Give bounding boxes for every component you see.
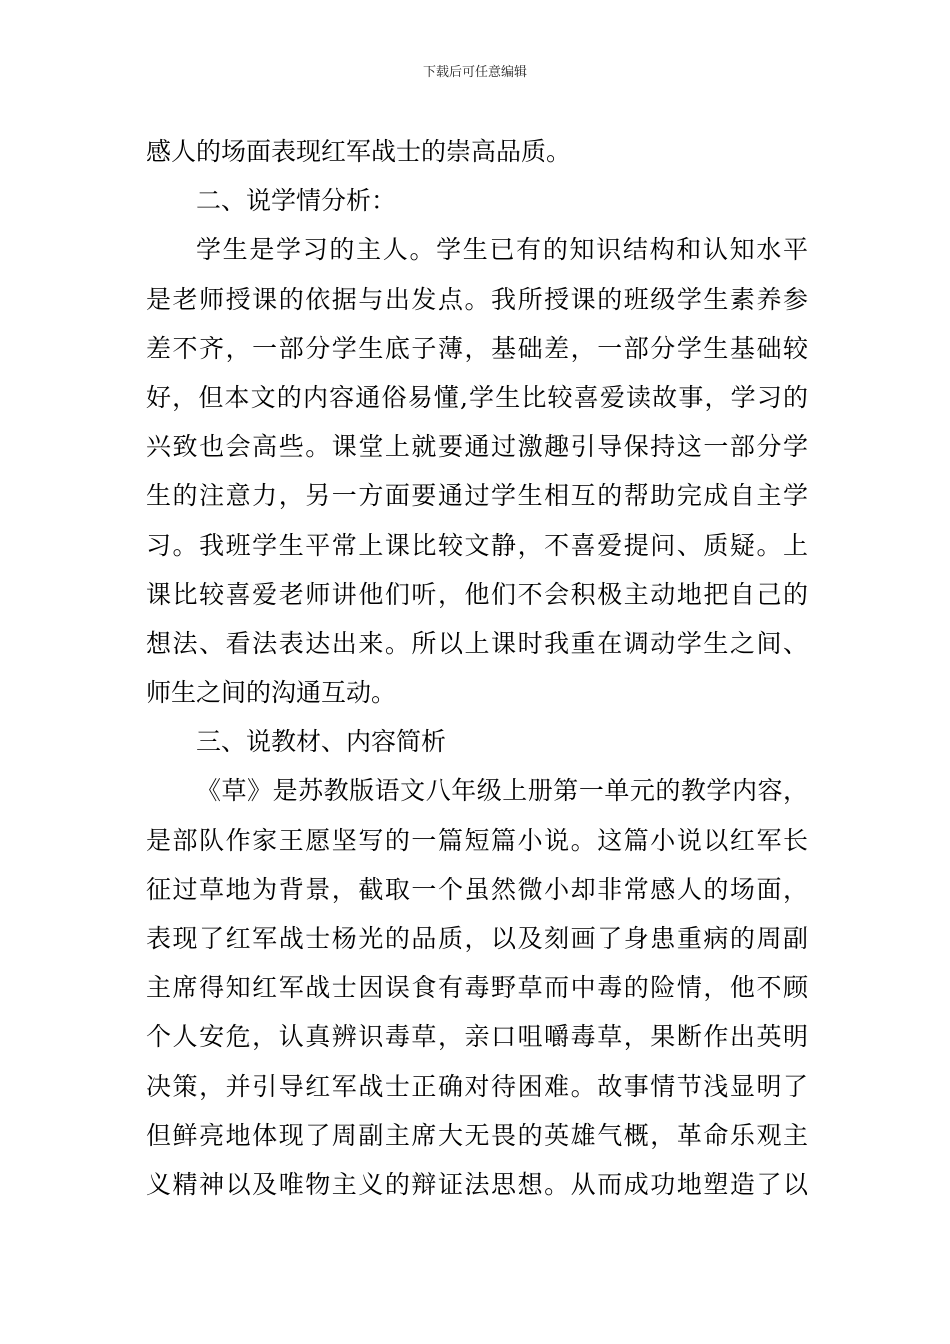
text-line: 二、说学情分析：: [196, 186, 397, 216]
text-line: 想法、看法表达出来。所以上课时我重在调动学生之间、: [146, 628, 808, 658]
text-line: 但鲜亮地体现了周副主席大无畏的英雄气概，革命乐观主: [146, 1120, 808, 1150]
text-line: 主席得知红军战士因误食有毒野草而中毒的险情，他不顾: [146, 973, 808, 1003]
text-line: 学生是学习的主人。学生已有的知识结构和认知水平: [196, 235, 808, 265]
text-line: 三、说教材、内容简析: [196, 727, 447, 757]
text-line: 感人的场面表现红军战士的崇高品质。: [146, 137, 572, 166]
text-line: 课比较喜爱老师讲他们听，他们不会积极主动地把自己的: [146, 579, 808, 609]
text-line: 是部队作家王愿坚写的一篇短篇小说。这篇小说以红军长: [146, 825, 808, 855]
text-line: 表现了红军战士杨光的品质，以及刻画了身患重病的周副: [146, 924, 808, 953]
text-line: 兴致也会高些。课堂上就要通过激趣引导保持这一部分学: [146, 432, 808, 462]
text-line: 《草》是苏教版语文八年级上册第一单元的教学内容，: [196, 776, 808, 806]
text-line: 师生之间的沟通互动。: [146, 678, 397, 708]
text-line: 习。我班学生平常上课比较文静，不喜爱提问、质疑。上: [146, 530, 808, 560]
text-line: 决策，并引导红军战士正确对待困难。故事情节浅显明了: [146, 1071, 808, 1101]
text-line: 义精神以及唯物主义的辩证法思想。从而成功地塑造了以: [146, 1169, 808, 1199]
text-line: 是老师授课的依据与出发点。我所授课的班级学生素养参: [146, 284, 808, 314]
page-header: 下载后可任意编辑: [422, 65, 527, 80]
text-line: 征过草地为背景，截取一个虽然微小却非常感人的场面，: [146, 874, 808, 904]
text-line: 生的注意力，另一方面要通过学生相互的帮助完成自主学: [146, 481, 808, 511]
text-line: 个人安危，认真辨识毒草，亲口咀嚼毒草，果断作出英明: [146, 1022, 808, 1052]
text-line: 好，但本文的内容通俗易懂,学生比较喜爱读故事，学习的: [146, 382, 808, 412]
text-line: 差不齐，一部分学生底子薄，基础差，一部分学生基础较: [146, 333, 808, 363]
document-body: [146, 127, 808, 1209]
